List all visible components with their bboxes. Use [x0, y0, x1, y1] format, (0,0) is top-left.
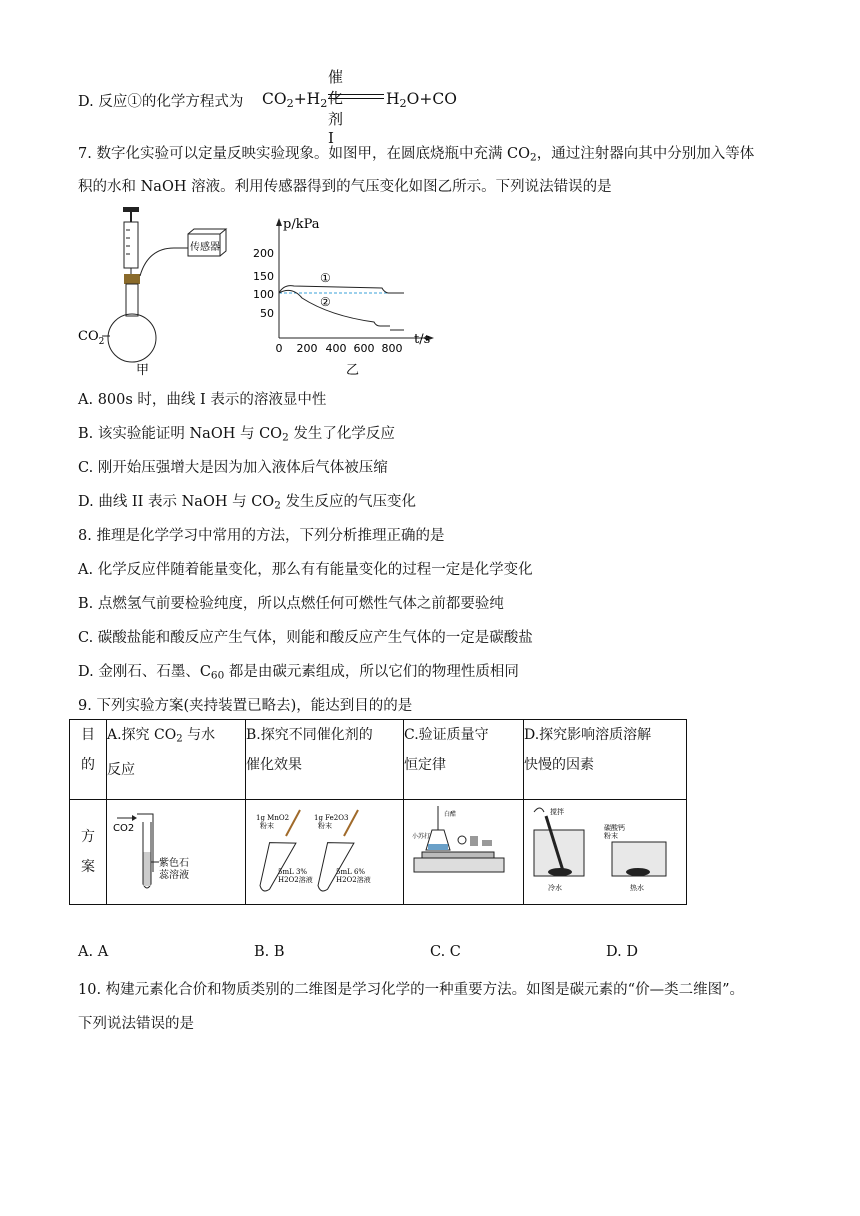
scheme-d-image	[524, 800, 687, 905]
svg-text:紫色石: 紫色石	[159, 858, 189, 869]
svg-text:1g Fe2O3: 1g Fe2O3	[314, 814, 349, 822]
svg-text:①: ①	[320, 271, 331, 285]
svg-text:200: 200	[296, 342, 318, 355]
q7-option-b: B. 该实验能证明 NaOH 与 $CO_2$ 发生了化学反应	[78, 426, 395, 444]
svg-text:200: 200	[253, 247, 274, 260]
svg-text:冷水: 冷水	[548, 884, 562, 892]
q9-experiment-table	[69, 719, 687, 905]
svg-text:50: 50	[260, 307, 274, 320]
svg-text:热水: 热水	[630, 884, 644, 892]
curve-1	[279, 286, 404, 293]
q7-stem-line1: 7. 数字化实验可以定量反映实验现象。如图甲，在圆底烧瓶中充满 $CO_2$，通过注射器向其中分别加入等体	[78, 146, 755, 164]
sensor-box	[188, 229, 226, 256]
q8-option-d: D. 金刚石、石墨、$C_{60}$ 都是由碳元素组成，所以它们的物理性质相同	[78, 664, 519, 682]
svg-text:小苏打: 小苏打	[412, 833, 431, 840]
answer-a[interactable]: A. A	[78, 944, 109, 960]
scheme-b-image	[246, 800, 404, 905]
svg-text:碳酸钙: 碳酸钙	[604, 824, 625, 832]
svg-text:1g MnO2: 1g MnO2	[256, 814, 290, 822]
q10-stem-line2: 下列说法错误的是	[78, 1016, 194, 1032]
figure-jia-caption: 甲	[136, 363, 150, 376]
svg-text:100: 100	[253, 288, 274, 301]
q8-option-a: A. 化学反应伴随着能量变化，那么有有能量变化的过程一定是化学变化	[78, 562, 533, 578]
q7-option-a: A. 800s 时，曲线 I 表示的溶液显中性	[78, 392, 327, 408]
answer-b[interactable]: B. B	[254, 944, 285, 960]
svg-text:800: 800	[381, 342, 403, 355]
svg-text:150: 150	[253, 270, 274, 283]
svg-text:0: 0	[275, 342, 283, 355]
q9-stem: 9. 下列实验方案(夹持装置已略去)，能达到目的的是	[78, 698, 413, 714]
q7-stem-line2: 积的水和 NaOH 溶液。利用传感器得到的气压变化如图乙所示。下列说法错误的是	[78, 179, 612, 195]
q8-option-b: B. 点燃氢气前要检验纯度，所以点燃任何可燃性气体之前都要验纯	[78, 596, 504, 612]
equation-double-bar	[328, 94, 384, 99]
q7-option-d: D. 曲线 II 表示 NaOH 与 $CO_2$ 发生反应的气压变化	[78, 494, 416, 512]
svg-text:搅拌: 搅拌	[550, 808, 564, 816]
svg-text:400: 400	[325, 342, 347, 355]
svg-text:5mL 3%: 5mL 3%	[278, 868, 308, 876]
answer-c[interactable]: C. C	[430, 944, 461, 960]
svg-text:粉末: 粉末	[260, 822, 274, 830]
svg-text:H2O2溶液: H2O2溶液	[278, 876, 313, 884]
row-label-purpose: 目 的	[70, 720, 107, 800]
svg-text:白醋: 白醋	[444, 811, 457, 818]
svg-text:粉末: 粉末	[604, 832, 618, 840]
q8-stem: 8. 推理是化学学习中常用的方法，下列分析推理正确的是	[78, 528, 445, 544]
q10-stem-line1: 10. 构建元素化合价和物质类别的二维图是学习化学的一种重要方法。如图是碳元素的“价—类二维图”。	[78, 982, 744, 998]
svg-text:5mL 6%: 5mL 6%	[336, 868, 366, 876]
svg-text:p/kPa: p/kPa	[283, 217, 320, 232]
q7-option-c: C. 刚开始压强增大是因为加入液体后气体被压缩	[78, 460, 388, 476]
curve-2	[279, 290, 404, 330]
purpose-b: B.探究不同催化剂的 催化效果	[246, 720, 404, 800]
svg-text:CO2: CO2	[113, 823, 135, 834]
purpose-a: A.探究 $CO_2$ 与水 反应	[107, 720, 246, 800]
svg-text:②: ②	[320, 295, 331, 309]
answer-d[interactable]: D. D	[606, 944, 638, 960]
svg-text:蕊溶液: 蕊溶液	[159, 870, 189, 881]
purpose-d: D.探究影响溶质溶解 快慢的因素	[524, 720, 687, 800]
svg-text:t/s: t/s	[414, 332, 431, 347]
scheme-a-image	[107, 800, 246, 905]
purpose-c: C.验证质量守 恒定律	[404, 720, 524, 800]
row-label-scheme: 方 案	[70, 800, 107, 905]
q6-option-d: D. 反应①的化学方程式为	[78, 94, 244, 110]
figure-yi-pressure-chart	[250, 214, 440, 378]
scheme-c-image	[404, 800, 524, 905]
figure-yi-caption: 乙	[346, 363, 360, 378]
svg-text:粉末: 粉末	[318, 822, 332, 830]
figure-jia-apparatus	[78, 204, 228, 376]
q8-option-c: C. 碳酸盐能和酸反应产生气体，则能和酸反应产生气体的一定是碳酸盐	[78, 630, 533, 646]
svg-text:CO2: $CO_2$	[78, 329, 105, 347]
catalyst-label: 催化剂I	[328, 68, 344, 147]
svg-text:600: 600	[353, 342, 375, 355]
sensor-label: 传感器	[190, 242, 220, 253]
svg-text:H2O2溶液: H2O2溶液	[336, 876, 371, 884]
